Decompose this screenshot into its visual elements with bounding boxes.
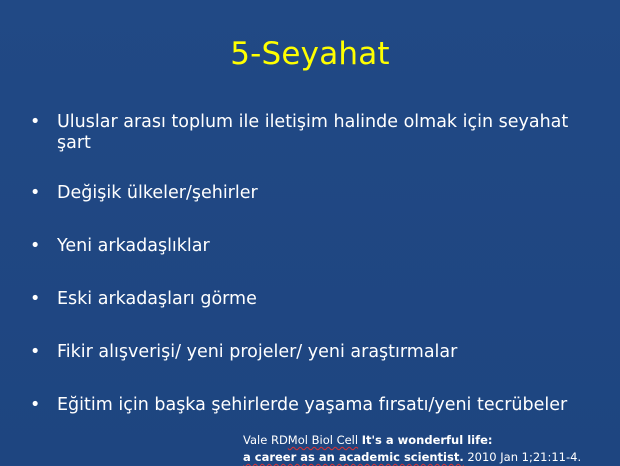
citation-line-1 (243, 432, 620, 449)
bullet-item (30, 183, 590, 204)
citation-author: Vale RD (243, 433, 288, 447)
bullet-icon: • (30, 342, 41, 362)
bullet-text: Eğitim için başka şehirlerde yaşama fırsatı/yeni tecrübeler (57, 395, 568, 415)
citation-journal: Mol Biol Cell (287, 433, 359, 447)
bullet-icon: • (30, 289, 41, 309)
bullet-icon: • (30, 183, 41, 203)
bullet-item (30, 342, 590, 363)
bullet-text: Eski arkadaşları görme (57, 289, 257, 309)
citation-line-2 (243, 449, 620, 466)
bullet-item (30, 395, 590, 416)
bullet-item (30, 289, 590, 310)
bullet-icon: • (30, 112, 41, 132)
bullet-item (30, 236, 590, 257)
bullet-text: Yeni arkadaşlıklar (57, 236, 210, 256)
citation-details: 2010 Jan 1;21:11-4. (467, 450, 582, 464)
citation (243, 432, 620, 466)
bullet-item (30, 112, 590, 154)
bullet-text: Fikir alışverişi/ yeni projeler/ yeni araştırmalar (57, 342, 458, 362)
bullet-text: Değişik ülkeler/şehirler (57, 183, 258, 203)
citation-title-part-2: a career as an academic scientist. (243, 450, 464, 464)
bullet-text: Uluslar arası toplum ile iletişim halinde olmak için seyahat şart (57, 112, 569, 153)
bullet-icon: • (30, 236, 41, 256)
bullet-icon: • (30, 395, 41, 415)
citation-title-part-1: It's a wonderful life: (361, 433, 493, 447)
slide-title: 5-Seyahat (230, 36, 390, 72)
